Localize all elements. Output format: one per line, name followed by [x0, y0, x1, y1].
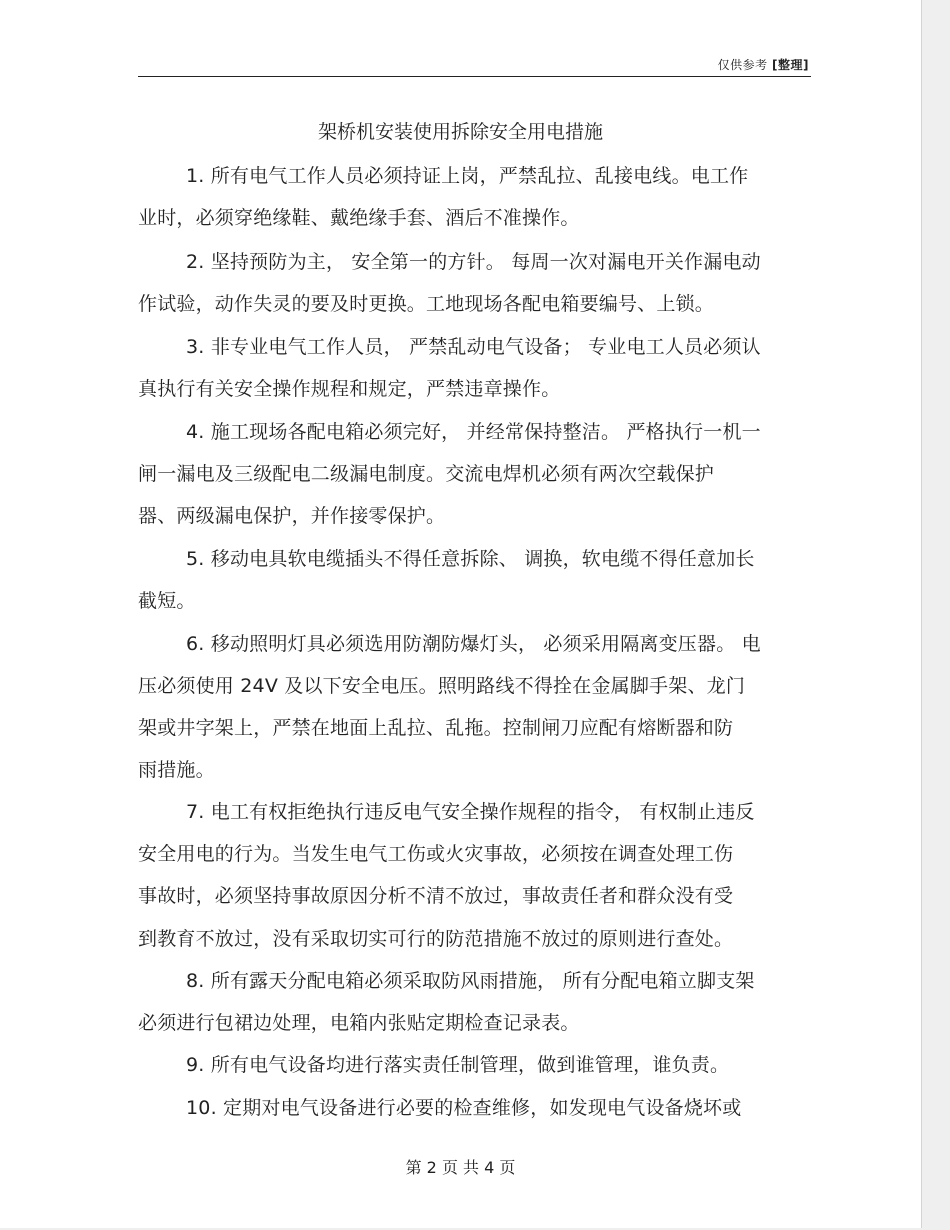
page-number-footer: 第 2 页 共 4 页	[405, 1158, 516, 1177]
paragraph-line: 5. 移动电具软电缆插头不得任意拆除、 调换，软电缆不得任意加长	[186, 548, 755, 570]
paragraph-line: 压必须使用 24V 及以下安全电压。照明路线不得拴在金属脚手架、龙门	[138, 675, 746, 697]
paragraph-line: 安全用电的行为。当发生电气工伤或火灾事故，必须按在调查处理工伤	[138, 843, 734, 865]
header-tag: [整理]	[772, 58, 809, 72]
paragraph-line: 10. 定期对电气设备进行必要的检查维修，如发现电气设备烧坏或	[186, 1097, 742, 1119]
paragraph-line: 真执行有关安全操作规程和规定，严禁违章操作。	[138, 378, 561, 400]
paragraph-line: 事故时，必须坚持事故原因分析不清不放过，事故责任者和群众没有受	[138, 885, 734, 907]
paragraph-line: 8. 所有露天分配电箱必须采取防风雨措施， 所有分配电箱立脚支架	[186, 970, 755, 992]
paragraph-line: 3. 非专业电气工作人员， 严禁乱动电气设备； 专业电工人员必须认	[186, 336, 761, 358]
header-note-text: 仅供参考	[717, 58, 768, 72]
paragraph-line: 作试验，动作失灵的要及时更换。工地现场各配电箱要编号、上锁。	[138, 293, 715, 315]
header-note	[718, 56, 809, 73]
paragraph-line: 必须进行包裙边处理，电箱内张贴定期检查记录表。	[138, 1012, 580, 1034]
paragraph-line: 架或井字架上，严禁在地面上乱拉、乱拖。控制闸刀应配有熔断器和防	[138, 717, 734, 739]
paragraph-line: 业时，必须穿绝缘鞋、戴绝缘手套、酒后不准操作。	[138, 207, 580, 229]
paragraph-line: 器、两级漏电保护，并作接零保护。	[138, 505, 446, 527]
paragraph-line: 6. 移动照明灯具必须选用防潮防爆灯头， 必须采用隔离变压器。 电	[186, 633, 761, 655]
paragraph-line: 到教育不放过，没有采取切实可行的防范措施不放过的原则进行查处。	[138, 928, 734, 950]
header-rule	[138, 76, 811, 77]
paragraph-line: 9. 所有电气设备均进行落实责任制管理，做到谁管理，谁负责。	[186, 1054, 730, 1076]
paragraph-line: 闸一漏电及三级配电二级漏电制度。交流电焊机必须有两次空载保护	[138, 463, 715, 485]
paragraph-line: 4. 施工现场各配电箱必须完好， 并经常保持整洁。 严格执行一机一	[186, 421, 761, 443]
paragraph-line: 1. 所有电气工作人员必须持证上岗，严禁乱拉、乱接电线。电工作	[186, 165, 749, 187]
paragraph-line: 截短。	[138, 590, 196, 612]
document-title: 架桥机安装使用拆除安全用电措施	[317, 121, 603, 143]
paragraph-line: 7. 电工有权拒绝执行违反电气安全操作规程的指令， 有权制止违反	[186, 801, 755, 823]
paragraph-line: 雨措施。	[138, 759, 215, 781]
paragraph-line: 2. 坚持预防为主， 安全第一的方针。 每周一次对漏电开关作漏电动	[186, 251, 761, 273]
